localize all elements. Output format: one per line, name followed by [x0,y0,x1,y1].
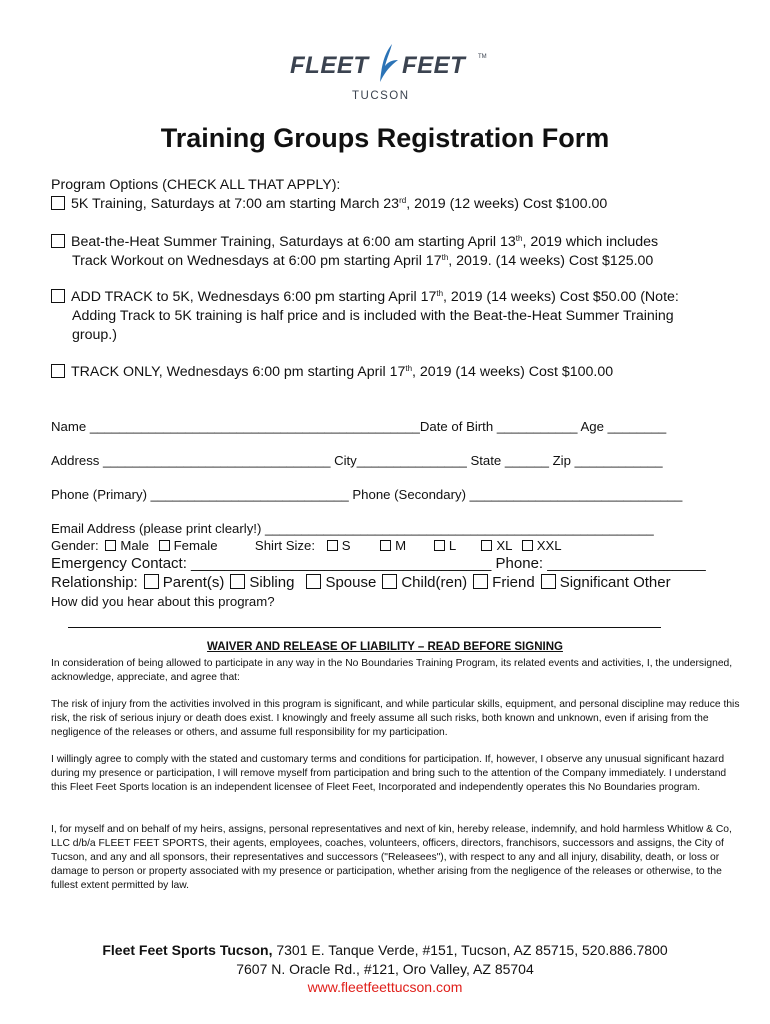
option-track-only[interactable] [51,364,613,380]
logo-location: TUCSON [352,90,410,102]
footer-website-link[interactable]: www.fleetfeettucson.com [307,979,463,995]
option-add-track-checkbox[interactable] [51,289,65,303]
rel-significant-other-label: Significant Other [559,574,671,591]
rel-children-checkbox[interactable] [382,574,397,589]
option-track-only-text: TRACK ONLY, Wednesdays 6:00 pm starting April 17 [71,364,406,380]
waiver-paragraph-3: I willingly agree to comply with the stated and customary terms and conditions for participation. If, however, I observe any unusual significant hazard during my presence or participation, I will remove myself from participation and bring such to the attention of the Company immediately. I understand this Fleet Feet Sports location is an independent licensee of Fleet Feet, Incorporated and independently operates this No Boundaries program. [51,754,727,793]
option-add-track-line2: Adding Track to 5K training is half price and is included with the Beat-the-Heat Summer Training [72,308,674,324]
relationship-row [51,574,671,591]
shirt-xxl-label: XXL [536,538,562,553]
shirt-size-label: Shirt Size: [254,538,316,553]
rel-parents-checkbox[interactable] [144,574,159,589]
rel-sibling-label: Sibling [249,574,295,591]
option-bth-line2 [72,253,653,269]
rel-significant-other-checkbox[interactable] [541,574,556,589]
option-add-track[interactable] [51,289,679,305]
rel-children-label: Child(ren) [401,574,468,591]
relationship-label: Relationship: [51,574,138,591]
rel-spouse-label: Spouse [325,574,377,591]
option-bth-checkbox[interactable] [51,234,65,248]
footer-address-2: 7607 N. Oracle Rd., #121, Oro Valley, AZ 85704 [236,961,534,977]
shirt-xl-checkbox[interactable] [481,540,492,551]
gender-male-label: Male [120,538,149,553]
gender-label: Gender: [51,538,99,553]
program-options-heading: Program Options (CHECK ALL THAT APPLY): [51,177,341,193]
option-add-track-sup: th [436,289,444,298]
option-add-track-line3: group.) [72,327,117,343]
option-5k-text-cont: , 2019 (12 weeks) Cost $100.00 [406,196,608,212]
rel-spouse-checkbox[interactable] [306,574,321,589]
option-bth-line2-cont: , 2019. (14 weeks) Cost $125.00 [448,253,654,269]
emergency-contact-field[interactable]: Emergency Contact: ____________________________________ Phone: ___________________ [51,555,706,572]
option-bth-text: Beat-the-Heat Summer Training, Saturdays at 6:00 am starting April 13 [71,234,516,250]
option-bth-sup: th [515,234,523,243]
rel-friend-checkbox[interactable] [473,574,488,589]
waiver-title: WAIVER AND RELEASE OF LIABILITY – READ BEFORE SIGNING [207,641,563,653]
how-did-you-hear-answer-line[interactable] [68,627,661,628]
option-track-only-sup: th [405,364,413,373]
option-track-only-checkbox[interactable] [51,364,65,378]
shirt-s-checkbox[interactable] [327,540,338,551]
waiver-paragraph-1: In consideration of being allowed to participate in any way in the No Boundaries Training Program, its related events and activities, I, the undersigned, acknowledge, appreciate, and agree that: [51,658,733,683]
waiver-paragraph-2: The risk of injury from the activities involved in this program is significant, and while particular skills, equipment, and personal discipline may reduce this risk, the risk of serious injury or death does exist. I knowingly and freely assume all such risks, both known and unknown, even if arising from the negligence of the releases or others, and assume full responsibility for my participation. [51,699,740,738]
rel-sibling-checkbox[interactable] [230,574,245,589]
shirt-xl-label: XL [496,538,513,553]
option-bth-line2-sup: th [441,253,449,262]
option-beat-the-heat[interactable] [51,234,658,250]
option-5k-text: 5K Training, Saturdays at 7:00 am starting March 23 [71,196,400,212]
option-add-track-text: ADD TRACK to 5K, Wednesdays 6:00 pm starting April 17 [71,289,437,305]
gender-male-checkbox[interactable] [105,540,116,551]
winged-mark-icon [376,44,400,84]
gender-female-label: Female [173,538,218,553]
option-5k-sup: rd [399,196,407,205]
footer-address-1: 7301 E. Tanque Verde, #151, Tucson, AZ 85715, 520.886.7800 [272,942,668,958]
fleet-feet-logo [290,44,490,106]
footer-store-name: Fleet Feet Sports Tucson, [102,942,273,958]
gender-female-checkbox[interactable] [159,540,170,551]
shirt-m-label: M [395,538,407,553]
name-dob-age-field[interactable]: Name _____________________________________________Date of Birth ___________ Age ________ [51,419,667,434]
logo-word-fleet: FLEET [290,52,369,79]
option-5k-checkbox[interactable] [51,196,65,210]
shirt-s-label: S [341,538,351,553]
option-track-only-text-cont: , 2019 (14 weeks) Cost $100.00 [412,364,614,380]
page-title: Training Groups Registration Form [160,123,610,153]
logo-word-feet: FEET [402,52,466,79]
option-add-track-text-cont: , 2019 (14 weeks) Cost $50.00 (Note: [443,289,679,305]
shirt-xxl-checkbox[interactable] [522,540,533,551]
option-bth-line2-text: Track Workout on Wednesdays at 6:00 pm starting April 17 [72,253,442,269]
shirt-l-label: L [448,538,456,553]
option-5k-training[interactable] [51,196,607,212]
option-bth-text-cont: , 2019 which includes [522,234,659,250]
waiver-paragraph-4: I, for myself and on behalf of my heirs, assigns, personal representatives and next of kin, hereby release, indemnify, and hold harmless Whitlow & Co, LLC d/b/a FLEET FEET SPORTS, their agents, employees, coaches, volunteers, officers, directors, franchisors, successors and assigns, the City of Tucson, and any and all sponsors, their representatives and successors ("Releasees"), with respect to any and all injury, disability, death, or loss or damage to person or property associated with my presence or participation, whether arising from the negligence of the releases or otherwise, to the fullest extent permitted by law. [51,824,732,891]
trademark-mark: TM [478,54,487,60]
footer-store-line [0,942,770,958]
how-did-you-hear-label: How did you hear about this program? [51,594,275,609]
shirt-l-checkbox[interactable] [434,540,445,551]
phone-field[interactable]: Phone (Primary) ___________________________ Phone (Secondary) _____________________________ [51,487,683,502]
shirt-m-checkbox[interactable] [380,540,391,551]
rel-parents-label: Parent(s) [162,574,225,591]
address-field[interactable]: Address _______________________________ City_______________ State ______ Zip ____________ [51,453,663,468]
gender-shirt-row [51,538,562,553]
email-field[interactable]: Email Address (please print clearly!) _____________________________________________________ [51,521,654,536]
rel-friend-label: Friend [492,574,535,591]
